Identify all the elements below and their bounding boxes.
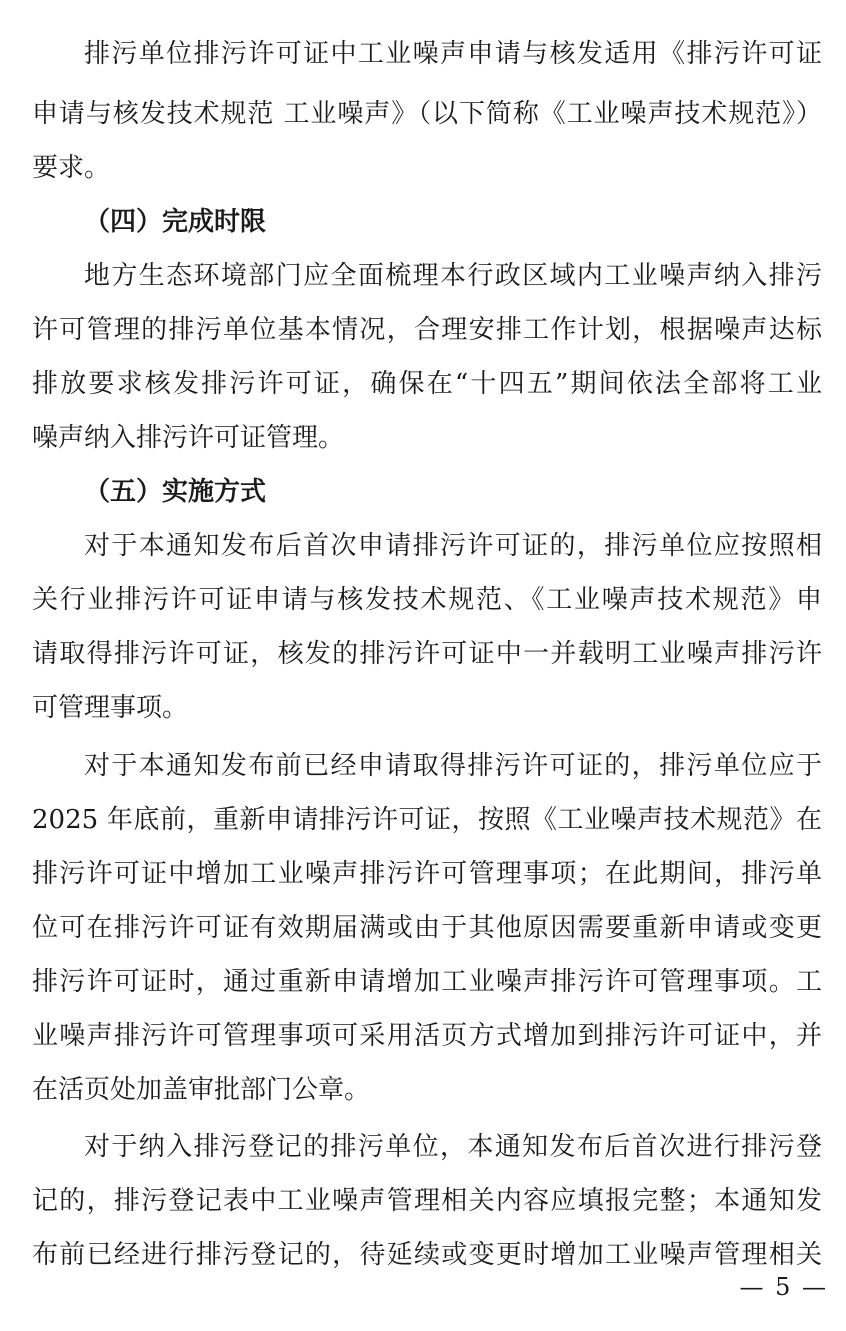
text-line: 要求。 — [32, 153, 111, 183]
text-line: 对于本通知发布后首次申请排污许可证的，排污单位应按照相 — [84, 531, 822, 561]
text-line: 排污许可证中增加工业噪声排污许可管理事项；在此期间，排污单 — [32, 859, 822, 889]
text-line: 布前已经进行排污登记的，待延续或变更时增加工业噪声管理相关 — [32, 1240, 822, 1270]
section-heading: （四）完成时限 — [84, 207, 267, 237]
text-line: 申请与核发技术规范 工业噪声》（以下简称《工业噪声技术规范》） — [32, 99, 822, 129]
text-line: 在活页处加盖审批部门公章。 — [32, 1075, 371, 1105]
text-line: 位可在排污许可证有效期届满或由于其他原因需要重新申请或变更 — [32, 913, 822, 943]
text-line: 关行业排污许可证申请与核发技术规范、《工业噪声技术规范》申 — [32, 585, 822, 615]
text-line: 可管理事项。 — [32, 693, 189, 723]
text-line: 业噪声排污许可管理事项可采用活页方式增加到排污许可证中，并 — [32, 1021, 822, 1051]
text-line: 地方生态环境部门应全面梳理本行政区域内工业噪声纳入排污 — [84, 261, 822, 291]
text-line: 对于纳入排污登记的排污单位，本通知发布后首次进行排污登 — [84, 1132, 822, 1162]
text-line: 排污单位排污许可证中工业噪声申请与核发适用《排污许可证 — [84, 39, 822, 69]
text-line: 噪声纳入排污许可证管理。 — [32, 423, 345, 453]
text-line: 排污许可证时，通过重新申请增加工业噪声排污许可管理事项。工 — [32, 967, 822, 997]
text-line: 请取得排污许可证，核发的排污许可证中一并载明工业噪声排污许 — [32, 639, 822, 669]
section-heading: （五）实施方式 — [84, 477, 267, 507]
text-line: 排放要求核发排污许可证，确保在“十四五”期间依法全部将工业 — [32, 369, 822, 399]
text-line: 2025 年底前，重新申请排污许可证，按照《工业噪声技术规范》在 — [32, 805, 822, 835]
text-line: 许可管理的排污单位基本情况，合理安排工作计划，根据噪声达标 — [32, 315, 822, 345]
text-line: 记的，排污登记表中工业噪声管理相关内容应填报完整；本通知发 — [32, 1186, 822, 1216]
text-line: 对于本通知发布前已经申请取得排污许可证的，排污单位应于 — [84, 751, 822, 781]
page-number: — 5 — — [739, 1273, 828, 1301]
